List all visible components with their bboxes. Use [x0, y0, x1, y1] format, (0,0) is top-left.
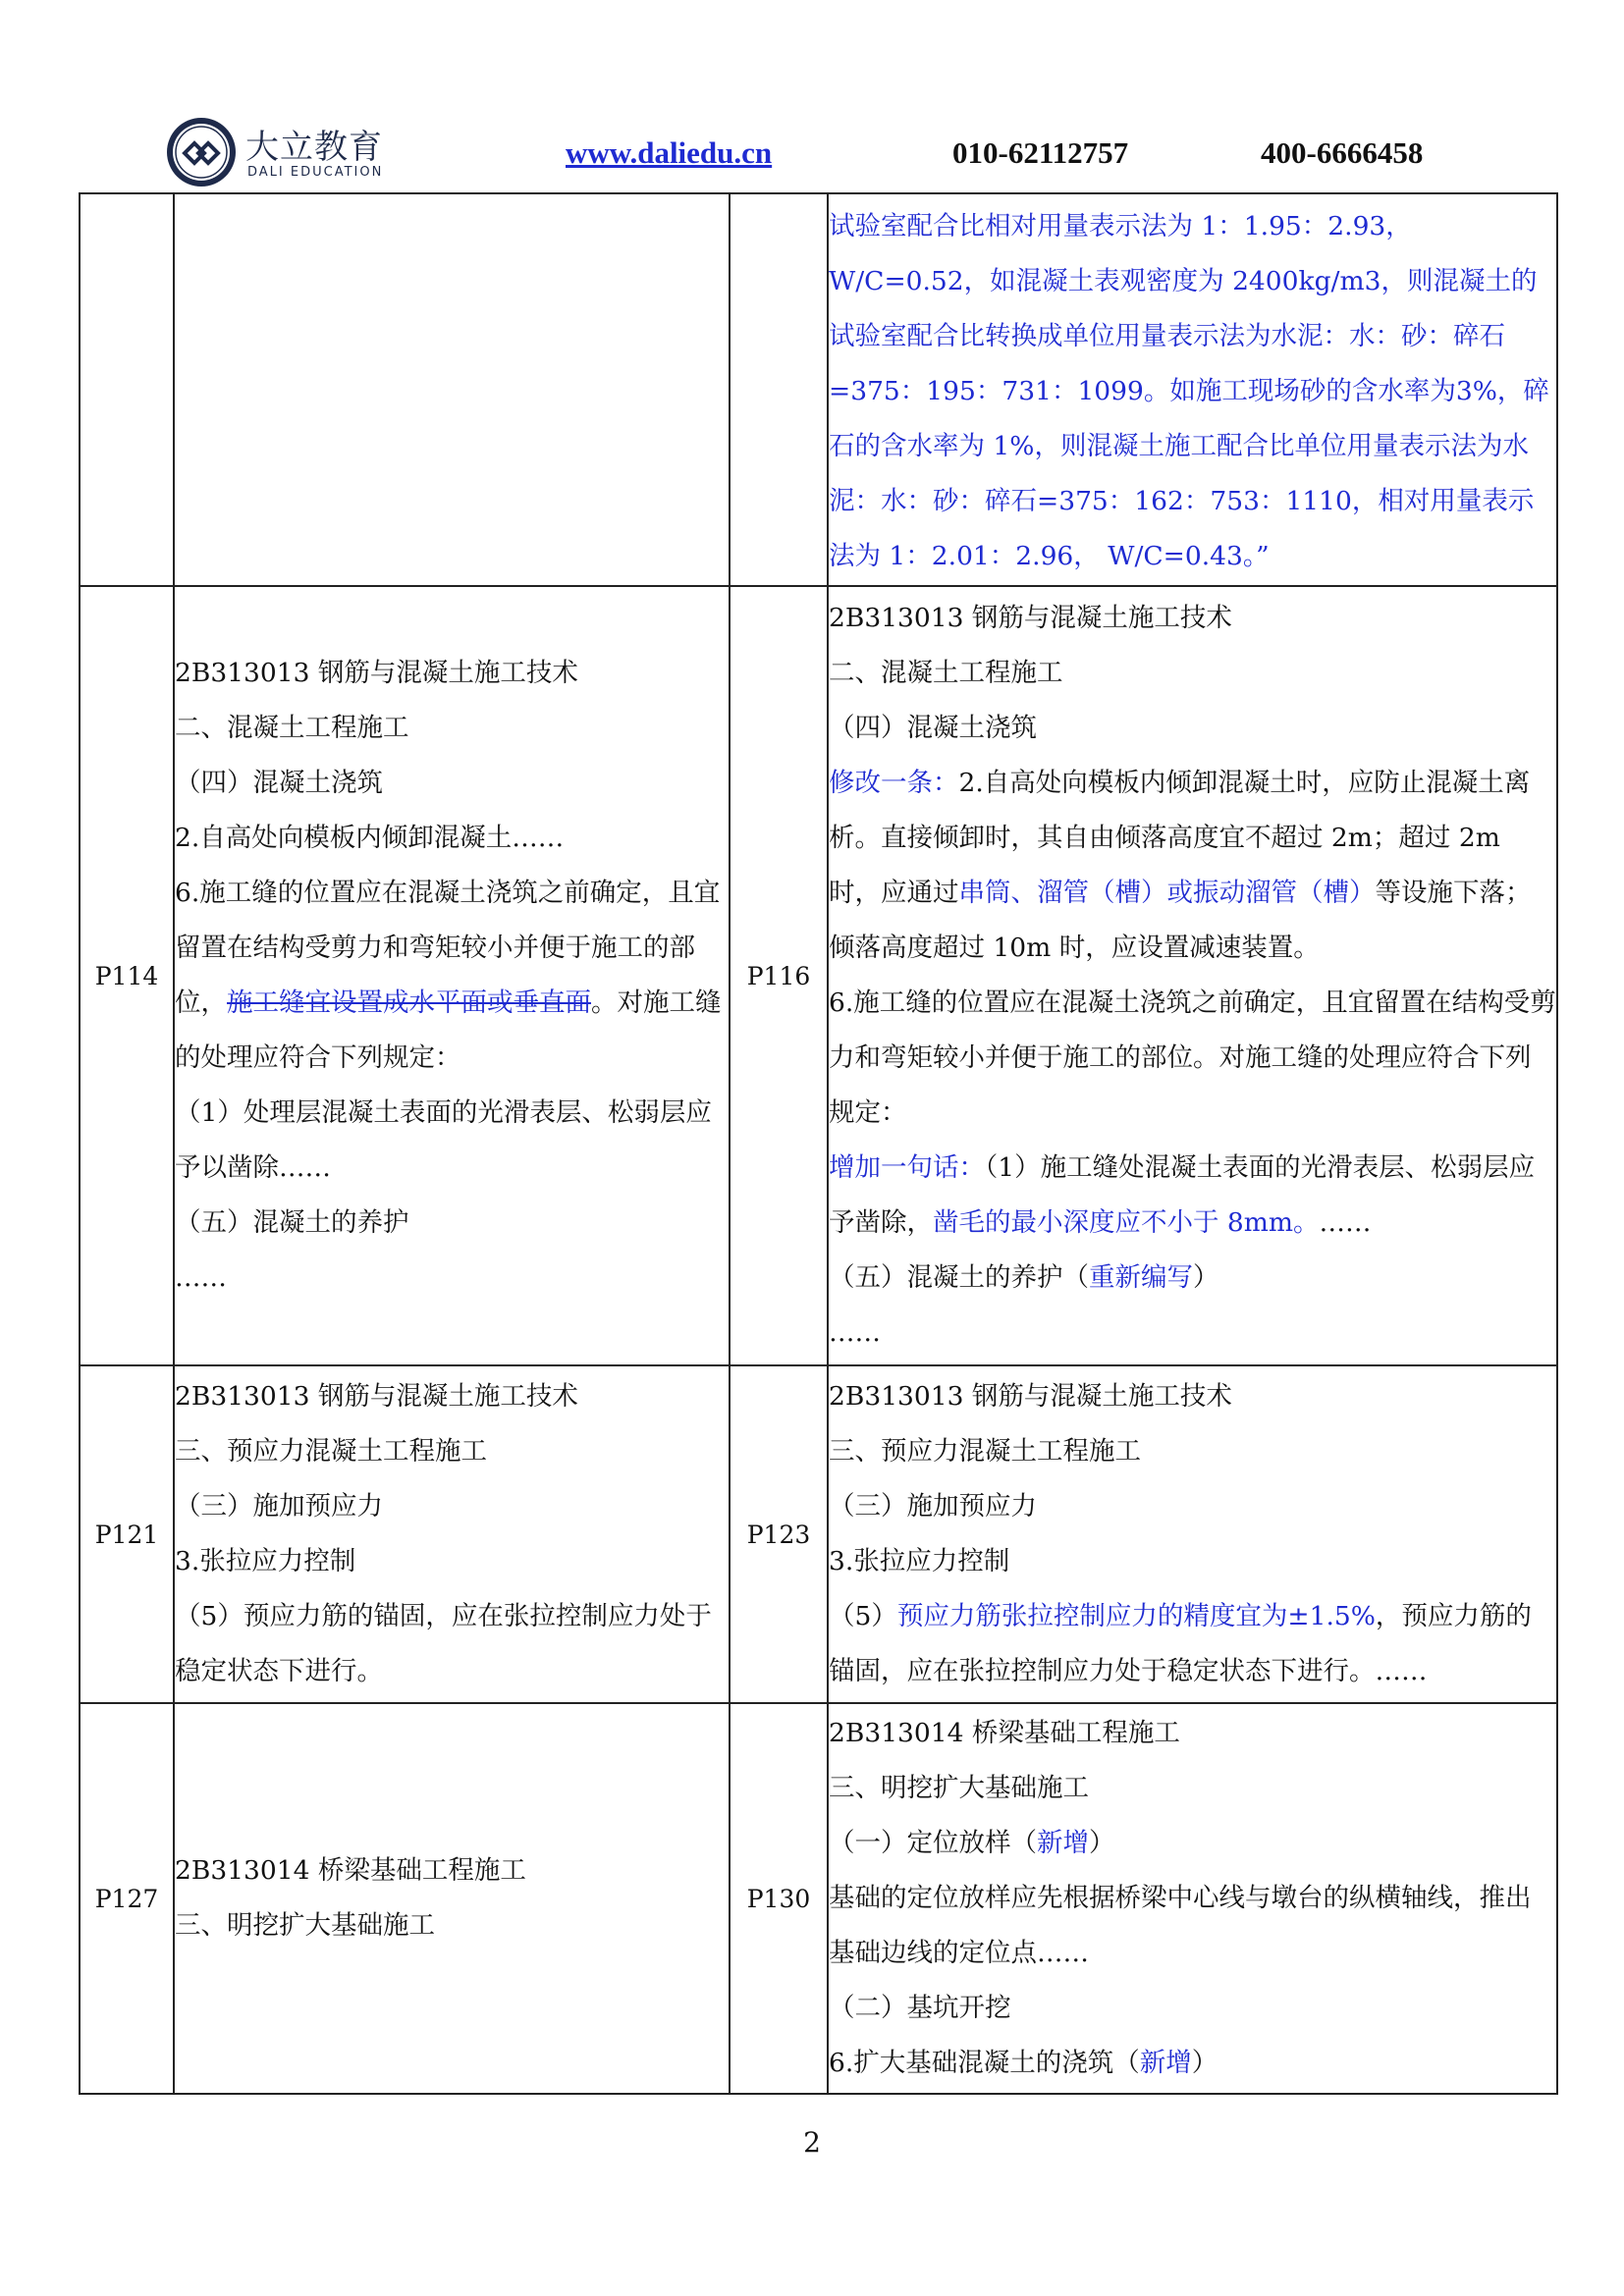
dali-emblem-icon	[165, 116, 238, 188]
ellipsis: ……	[175, 1262, 227, 1293]
clause-text: （5）预应力筋的锚固，应在张拉控制应力处于稳定状态下进行。	[175, 1601, 712, 1686]
changed-text: 重新编写	[1089, 1262, 1193, 1293]
subsection-heading	[829, 1816, 1556, 1871]
changed-text: 新增	[1037, 1828, 1089, 1858]
new-page-cell	[730, 193, 828, 586]
clause-text-part: ，预应力筋的锚固，应在张拉控制应力处于稳定状态下进行。……	[829, 1601, 1532, 1686]
clause-text-part: 等设施下落；倾落高度超过 10m 时，应设置减速装置。	[829, 878, 1532, 963]
deleted-text: 施工缝宜设置成水平面或垂直面	[227, 988, 591, 1018]
clause-text-part: 6.施工缝的位置应在混凝土浇筑之前确定，且宜留置在结构受剪力和弯矩较小并便于施工的部位，	[175, 878, 721, 1018]
section-code: 2B313013 钢筋与混凝土施工技术	[175, 658, 578, 688]
new-page-cell: P123	[730, 1365, 828, 1703]
new-content-text: 试验室配合比相对用量表示法为 1：1.95：2.93，W/C=0.52，如混凝土表观密度为 2400kg/m3，则混凝土的试验室配合比转换成单位用量表示法为水泥：水：砂：碎石=375：195：731：1099。如施工现场砂的含水率为3%，碎石的含水率为 1%，则混凝土施工配合比单位用量表示法为水泥：水：砂：碎石=375：162：753：1110，相对用量表示法为 1：2.01：2.96， W/C=0.43。”	[829, 211, 1549, 571]
clause-text-part: ）	[1089, 1828, 1115, 1858]
old-page-cell: P127	[80, 1703, 174, 2094]
subsection-heading: （三）施加预应力	[829, 1491, 1037, 1522]
clause-text	[829, 756, 1556, 976]
section-code: 2B313013 钢筋与混凝土施工技术	[175, 1381, 578, 1412]
clause-text: 3.张拉应力控制	[175, 1546, 356, 1576]
new-content-cell	[828, 1703, 1557, 2094]
new-content-cell	[828, 586, 1557, 1365]
clause-text: 3.张拉应力控制	[829, 1546, 1010, 1576]
new-page-cell: P130	[730, 1703, 828, 2094]
changed-text: 凿毛的最小深度应不小于 8mm。	[933, 1207, 1320, 1238]
page-header	[0, 0, 1624, 196]
logo-english-name: DALI EDUCATION	[247, 165, 384, 180]
section-code: 2B313014 桥梁基础工程施工	[829, 1718, 1180, 1748]
website-link[interactable]: www.daliedu.cn	[566, 135, 773, 170]
subsection-heading: （四）混凝土浇筑	[829, 713, 1037, 743]
old-content-cell	[174, 1365, 730, 1703]
old-content-cell	[174, 1703, 730, 2094]
subsection-heading	[829, 1251, 1556, 1306]
clause-text-part: （1）施工缝处混凝土表面的光滑表层、松弱层应予凿除，	[829, 1152, 1536, 1238]
changed-text: 新增	[1139, 2048, 1192, 2078]
subsection-heading: （三）施加预应力	[175, 1491, 383, 1522]
subsection-heading: （四）混凝土浇筑	[175, 768, 383, 798]
clause-text-part: ）	[1191, 2048, 1218, 2078]
clause-text	[175, 866, 729, 1086]
new-content-cell	[828, 1365, 1557, 1703]
new-content-cell	[828, 193, 1557, 586]
old-content-cell	[174, 193, 730, 586]
logo-chinese-name: 大立教育	[245, 128, 383, 167]
subsection-heading: （二）基坑开挖	[829, 1993, 1011, 2023]
section-code: 2B313013 钢筋与混凝土施工技术	[829, 1381, 1232, 1412]
clause-text-part: （一）定位放样（	[829, 1828, 1037, 1858]
section-heading: 三、预应力混凝土工程施工	[175, 1436, 487, 1467]
changed-text: 串筒、溜管（槽）或振动溜管（槽）	[958, 878, 1376, 908]
section-heading: 二、混凝土工程施工	[175, 713, 409, 743]
clause-text-part: ）	[1193, 1262, 1219, 1293]
errata-table	[79, 192, 1558, 2095]
section-code: 2B313014 桥梁基础工程施工	[175, 1855, 526, 1886]
dali-logo	[165, 116, 401, 190]
change-label: 增加一句话：	[829, 1152, 985, 1183]
section-heading: 三、预应力混凝土工程施工	[829, 1436, 1141, 1467]
clause-text: 2.自高处向模板内倾卸混凝土……	[175, 823, 565, 853]
clause-text-part: ……	[1319, 1207, 1372, 1238]
old-page-cell: P114	[80, 586, 174, 1365]
old-page-cell	[80, 193, 174, 586]
clause-text	[829, 2036, 1556, 2091]
change-label: 修改一条：	[829, 768, 959, 798]
clause-text-part: 。对施工缝的处理应符合下列规定：	[175, 988, 722, 1073]
section-heading: 三、明挖扩大基础施工	[829, 1773, 1089, 1803]
changed-text: 预应力筋张拉控制应力的精度宜为±1.5%	[896, 1601, 1376, 1631]
clause-text-part: （5）	[829, 1601, 897, 1631]
phone-number-1: 010-62112757	[952, 135, 1129, 170]
clause-text	[829, 1141, 1556, 1251]
old-page-cell: P121	[80, 1365, 174, 1703]
table-row	[80, 586, 1557, 1365]
clause-text-part: 6.扩大基础混凝土的浇筑（	[829, 2048, 1140, 2078]
ellipsis: ……	[829, 1317, 881, 1348]
section-heading: 二、混凝土工程施工	[829, 658, 1063, 688]
clause-text: 6.施工缝的位置应在混凝土浇筑之前确定，且宜留置在结构受剪力和弯矩较小并便于施工的部位。对施工缝的处理应符合下列规定：	[829, 988, 1556, 1128]
phone-number-2: 400-6666458	[1261, 135, 1424, 170]
page-number: 2	[803, 2126, 821, 2159]
new-page-cell: P116	[730, 586, 828, 1365]
clause-text	[829, 1589, 1556, 1699]
clause-text: 基础的定位放样应先根据桥梁中心线与墩台的纵横轴线，推出基础边线的定位点……	[829, 1883, 1532, 1968]
table-row	[80, 1703, 1557, 2094]
clause-text-part: 2.自高处向模板内倾卸混凝土时，应防止混凝土离析。直接倾卸时，其自由倾落高度宜不超过 2m；超过 2m 时，应通过	[829, 768, 1531, 908]
section-code: 2B313013 钢筋与混凝土施工技术	[829, 603, 1232, 633]
section-heading: 三、明挖扩大基础施工	[175, 1910, 435, 1941]
table-row	[80, 1365, 1557, 1703]
subsection-heading: （五）混凝土的养护	[175, 1207, 409, 1238]
clause-text: （1）处理层混凝土表面的光滑表层、松弱层应予以凿除……	[175, 1097, 712, 1183]
old-content-cell	[174, 586, 730, 1365]
clause-text-part: （五）混凝土的养护（	[829, 1262, 1089, 1293]
table-row	[80, 193, 1557, 586]
